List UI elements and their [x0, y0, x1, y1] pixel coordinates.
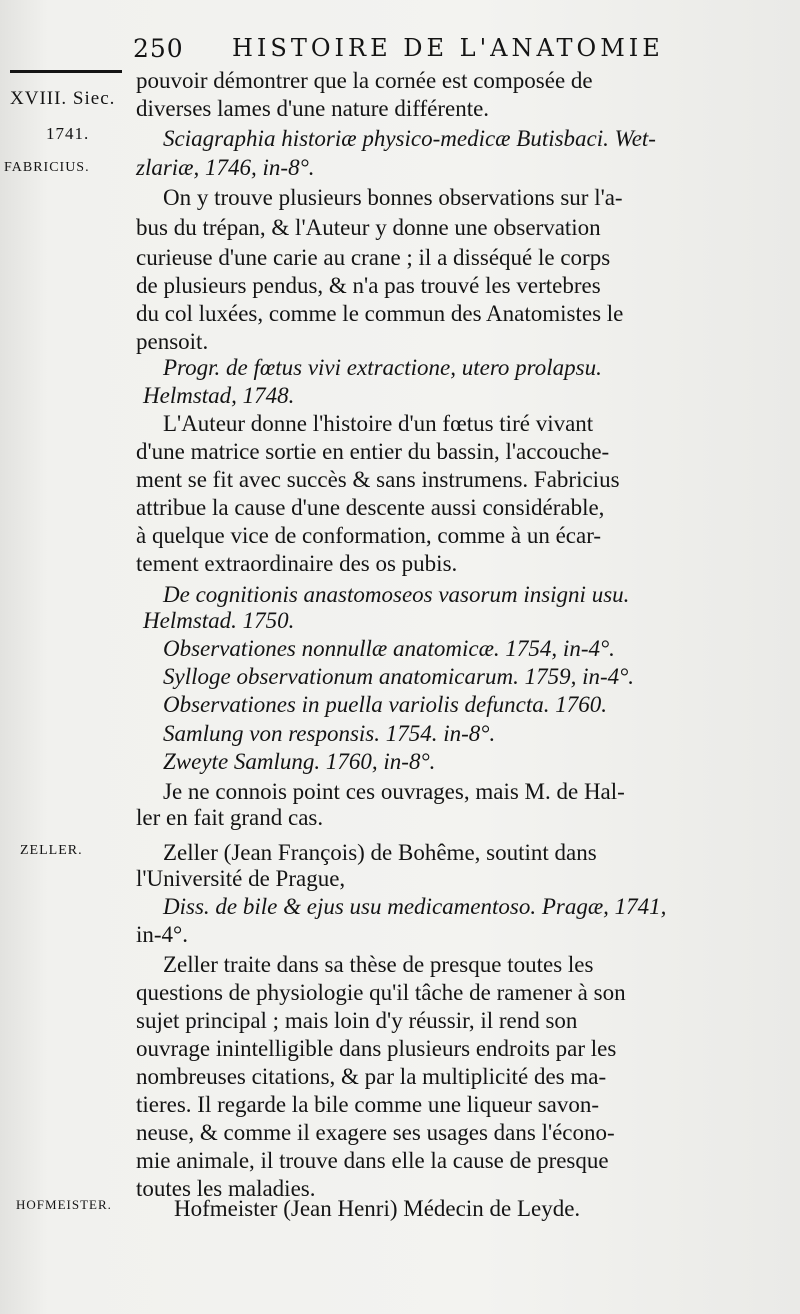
text-line: Diss. de bile & ejus usu medicamentoso. Pragæ, 1741, [163, 894, 667, 919]
text-line: zlariæ, 1746, in-8°. [136, 155, 315, 180]
text-line: Observationes nonnullæ anatomicæ. 1754, in-4°. [163, 636, 615, 661]
text-line: questions de physiologie qu'il tâche de ramener à son [136, 980, 626, 1005]
text-line: Je ne connois point ces ouvrages, mais M. de Hal- [163, 779, 625, 804]
text-line: pensoit. [136, 329, 209, 354]
text-line: de plusieurs pendus, & n'a pas trouvé les vertebres [136, 273, 601, 298]
text-line: tement extraordinaire des os pubis. [136, 551, 458, 576]
text-line: ment se fit avec succès & sans instrumens. Fabricius [136, 467, 620, 492]
text-line: ouvrage inintelligible dans plusieurs endroits par les [136, 1036, 617, 1061]
running-title: HISTOIRE DE L'ANATOMIE [232, 34, 664, 62]
text-line: L'Auteur donne l'histoire d'un fœtus tiré vivant [163, 411, 594, 436]
margin-note-fabricius: FABRICIUS. [4, 160, 90, 175]
text-line: l'Université de Prague, [136, 866, 346, 891]
margin-note-zeller: ZELLER. [20, 843, 83, 858]
text-line: Zeller traite dans sa thèse de presque toutes les [163, 952, 594, 977]
text-line: Samlung von responsis. 1754. in-8°. [163, 721, 496, 746]
text-line: à quelque vice de conformation, comme à un écar- [136, 523, 602, 548]
page-number: 250 [133, 34, 184, 63]
text-line: pouvoir démontrer que la cornée est composée de [136, 68, 593, 93]
text-line: mie animale, il trouve dans elle la cause de presque [136, 1148, 609, 1173]
text-line: neuse, & comme il exagere ses usages dans l'écono- [136, 1120, 615, 1145]
text-line: bus du trépan, & l'Auteur y donne une observation [136, 215, 601, 240]
text-line: On y trouve plusieurs bonnes observations sur l'a- [163, 185, 623, 210]
text-line: Sciagraphia historiæ physico-medicæ Butisbaci. Wet- [163, 126, 656, 151]
text-line: Helmstad. 1750. [143, 608, 295, 633]
text-line: nombreuses citations, & par la multiplicité des ma- [136, 1064, 607, 1089]
margin-rule [10, 70, 122, 73]
text-line: ler en fait grand cas. [136, 805, 324, 830]
text-line: tieres. Il regarde la bile comme une liqueur savon- [136, 1092, 600, 1117]
page-header [0, 28, 800, 62]
text-line: Helmstad, 1748. [143, 383, 295, 408]
text-line: toutes les maladies. [136, 1176, 316, 1201]
text-line: sujet principal ; mais loin d'y réussir, il rend son [136, 1008, 578, 1033]
text-line: Zeller (Jean François) de Bohême, soutint dans [163, 840, 597, 865]
margin-note-year: 1741. [46, 124, 90, 143]
margin-note-century: XVIII. Siec. [10, 88, 116, 109]
text-line: De cognitionis anastomoseos vasorum insigni usu. [163, 582, 630, 607]
text-line: Observationes in puella variolis defuncta. 1760. [163, 692, 607, 717]
text-line: du col luxées, comme le commun des Anatomistes le [136, 301, 624, 326]
text-line: curieuse d'une carie au crane ; il a disséqué le corps [136, 245, 611, 270]
text-line: Hofmeister (Jean Henri) Médecin de Leyde. [174, 1196, 581, 1221]
text-line: d'une matrice sortie en entier du bassin, l'accouche- [136, 439, 610, 464]
text-line: Zweyte Samlung. 1760, in-8°. [163, 749, 436, 774]
text-line: Progr. de fœtus vivi extractione, utero prolapsu. [163, 355, 602, 380]
margin-note-hofmeister: HOFMEISTER. [16, 1197, 112, 1212]
text-line: Sylloge observationum anatomicarum. 1759, in-4°. [163, 664, 635, 689]
text-line: attribue la cause d'une descente aussi considérable, [136, 495, 605, 520]
text-line: diverses lames d'une nature différente. [136, 96, 490, 121]
text-line: in-4°. [136, 922, 188, 947]
